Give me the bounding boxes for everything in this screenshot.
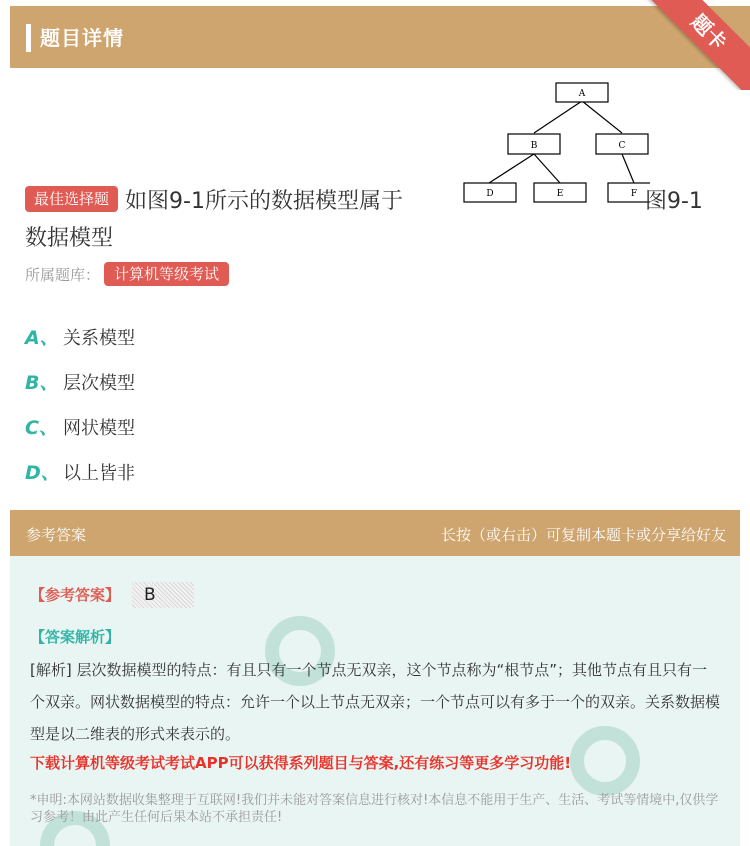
question-bank	[25, 262, 229, 286]
header-accent-bar	[26, 24, 31, 52]
answer-header	[10, 510, 740, 556]
share-hint: 长按（或右击）可复制本题卡或分享给好友	[440, 526, 726, 544]
tree-node-f-label: F	[630, 189, 638, 199]
option-list	[25, 314, 135, 494]
question-card-corner[interactable]	[640, 0, 750, 90]
option-text: 关系模型	[63, 327, 135, 349]
question-bank-tag[interactable]: 计算机等级考试	[104, 262, 229, 286]
option-c[interactable]	[25, 404, 135, 449]
question-line-1	[25, 183, 735, 221]
question-type-tag: 最佳选择题	[25, 186, 118, 212]
detail-header	[10, 6, 750, 68]
tree-node-b-label: B	[530, 141, 538, 151]
option-b[interactable]	[25, 359, 135, 404]
analysis-label: 【答案解析】	[30, 628, 121, 646]
option-text: 以上皆非	[63, 462, 135, 484]
app-download-promo[interactable]: 下载计算机等级考试考试APP可以获得系列题目与答案,还有练习等更多学习功能!	[30, 754, 572, 772]
answer-section-title: 参考答案	[26, 526, 87, 544]
option-d[interactable]	[25, 449, 135, 494]
option-letter: C、	[25, 417, 58, 439]
option-letter: A、	[25, 327, 59, 349]
tree-node-a-label: A	[578, 89, 586, 99]
tree-node-e-label: E	[556, 189, 564, 199]
disclaimer-text: *申明:本网站数据收集整理于互联网!我们并未能对答案信息进行核对!本信息不能用于生产、生活、考试等情境中,仅供学习参考！由此产生任何后果本站不承担责任!	[30, 793, 719, 825]
option-a[interactable]	[25, 314, 135, 359]
corner-ribbon-label[interactable]: 题卡	[643, 0, 750, 90]
option-text: 网状模型	[63, 417, 135, 439]
option-letter: D、	[25, 462, 60, 484]
option-text: 层次模型	[63, 372, 135, 394]
question-bank-label: 所属题库：	[25, 265, 101, 284]
question-text-continued: 数据模型	[25, 226, 114, 251]
question-text: 如图9-1所示的数据模型属于	[125, 189, 403, 214]
figure-caption: 图9-1	[645, 189, 703, 214]
tree-node-c-label: C	[618, 141, 626, 151]
answer-label: 【参考答案】	[30, 586, 121, 604]
answer-value: B	[132, 582, 194, 608]
answer-panel	[10, 556, 740, 846]
tree-node-d-label: D	[486, 189, 494, 199]
analysis-text: [解析] 层次数据模型的特点：有且只有一个节点无双亲，这个节点称为“根节点”；其他节点有且只有一个双亲。网状数据模型的特点：允许一个以上节点无双亲；一个节点可以有多于一个的双亲。关系数据模型是以二维表的形式来表示的。	[30, 661, 721, 743]
option-letter: B、	[25, 372, 59, 394]
header-title: 题目详情	[40, 26, 124, 50]
